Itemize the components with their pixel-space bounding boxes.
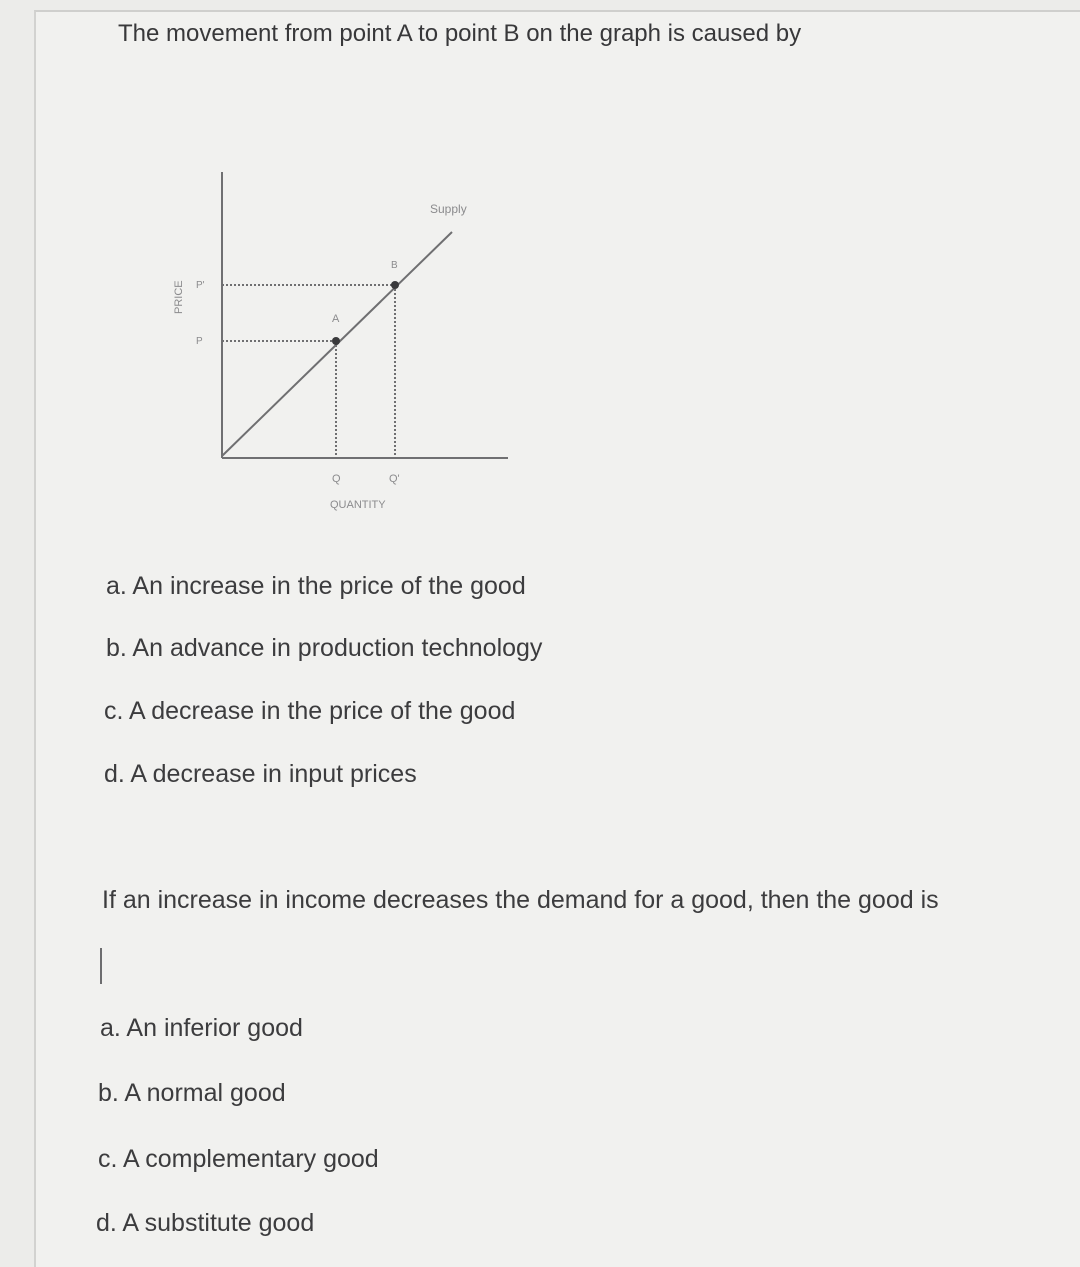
y-axis-label: PRICE	[173, 280, 185, 314]
question-2-prompt: If an increase in income decreases the demand for a good, then the good is	[102, 886, 939, 914]
supply-graph-svg	[160, 160, 520, 520]
qty-low-label: Q	[332, 473, 341, 485]
q2-option-c[interactable]: c. A complementary good	[98, 1145, 379, 1173]
point-a-label: A	[332, 313, 340, 325]
qty-high-label: Q'	[389, 473, 400, 485]
supply-graph	[160, 160, 520, 520]
point-a	[332, 337, 340, 345]
q1-option-a[interactable]: a. An increase in the price of the good	[106, 572, 526, 600]
q2-option-b[interactable]: b. A normal good	[98, 1079, 286, 1107]
price-low-label: P	[196, 336, 203, 347]
point-b-label: B	[391, 260, 398, 271]
text-cursor	[100, 948, 102, 984]
q1-option-d[interactable]: d. A decrease in input prices	[104, 760, 417, 788]
q1-option-c[interactable]: c. A decrease in the price of the good	[104, 697, 516, 725]
q2-option-d[interactable]: d. A substitute good	[96, 1209, 315, 1237]
point-b	[391, 281, 399, 289]
question-1-prompt: The movement from point A to point B on the graph is caused by	[118, 20, 802, 47]
supply-label: Supply	[430, 202, 467, 216]
q1-option-b[interactable]: b. An advance in production technology	[106, 634, 543, 662]
x-axis-label: QUANTITY	[330, 499, 386, 511]
q2-option-a[interactable]: a. An inferior good	[100, 1014, 303, 1042]
price-high-label: P'	[196, 280, 205, 291]
